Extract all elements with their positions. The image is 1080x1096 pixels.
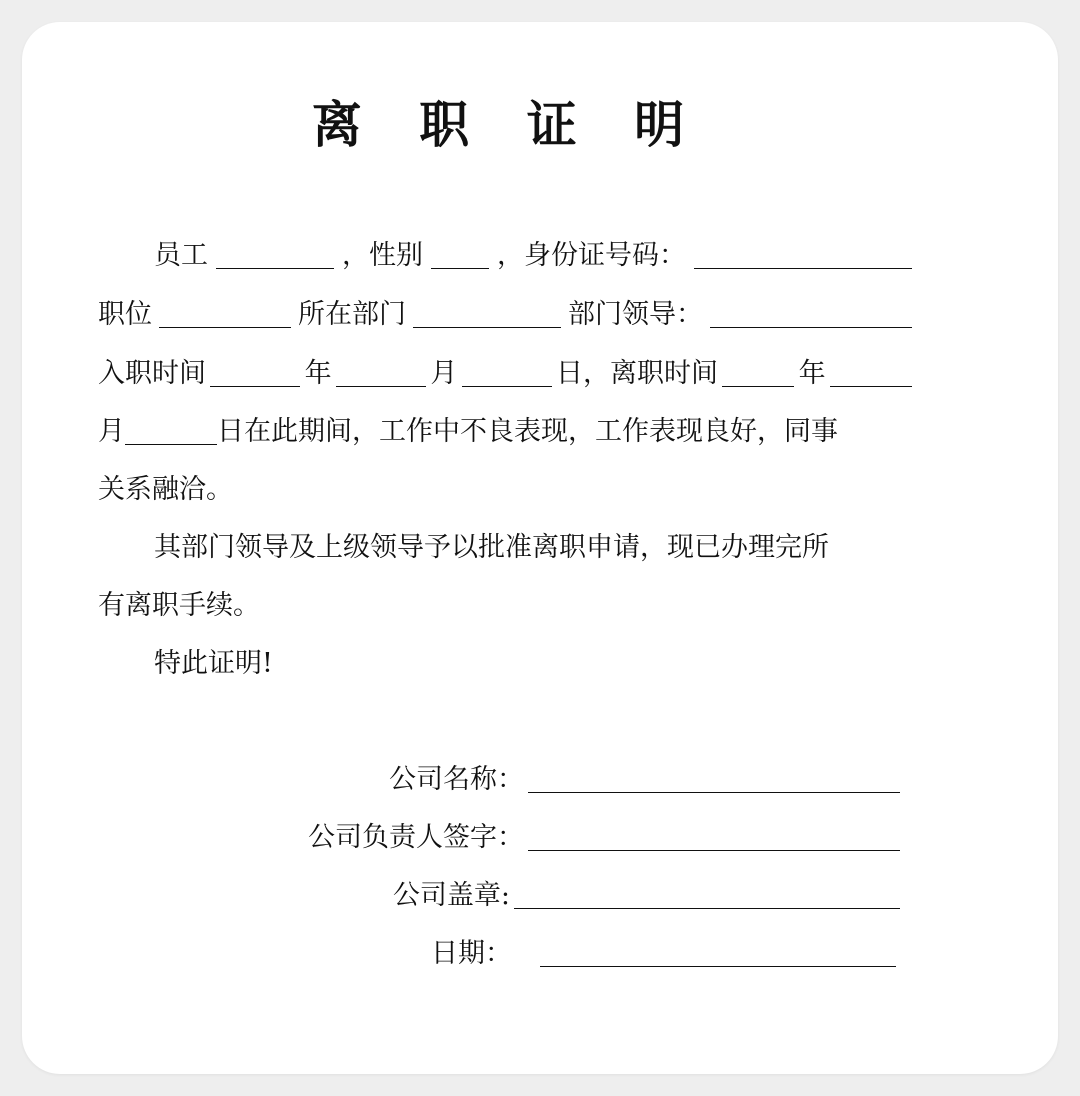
company-name-row bbox=[389, 760, 900, 800]
hire-time-label: 入职时间 bbox=[98, 358, 206, 389]
leader-label: 部门领导： bbox=[568, 299, 703, 330]
company-name-label: 公司名称： bbox=[389, 764, 524, 795]
company-name-blank bbox=[528, 766, 900, 793]
department-label: 所在部门 bbox=[298, 299, 406, 330]
approval-text-2: 有离职手续。 bbox=[98, 590, 260, 621]
gender-label: ，性别 bbox=[342, 240, 423, 271]
position-label: 职位 bbox=[98, 299, 152, 330]
closing-text: 特此证明! bbox=[154, 648, 273, 679]
leave-time-label: 日，离职时间 bbox=[555, 358, 718, 389]
performance-text: 日在此期间，工作中不良表现，工作表现良好，同事 bbox=[217, 416, 838, 447]
leader-blank bbox=[710, 301, 912, 328]
employee-name-blank bbox=[216, 242, 334, 269]
gender-blank bbox=[431, 242, 489, 269]
company-signer-blank bbox=[528, 824, 900, 851]
employment-dates-line bbox=[98, 354, 912, 394]
closing-line bbox=[98, 644, 912, 684]
employee-info-line bbox=[98, 236, 912, 276]
hire-year-label: 年 bbox=[304, 358, 332, 389]
company-seal-label: 公司盖章: bbox=[392, 880, 510, 911]
id-number-blank bbox=[694, 242, 912, 269]
hire-year-blank bbox=[210, 360, 300, 387]
company-seal-row bbox=[393, 876, 900, 916]
id-number-label: ，身份证号码： bbox=[497, 240, 686, 271]
leave-month-label: 月 bbox=[98, 416, 125, 447]
leave-year-label: 年 bbox=[798, 358, 826, 389]
date-label: 日期： bbox=[431, 938, 512, 969]
performance-line bbox=[98, 412, 912, 452]
position-blank bbox=[159, 301, 291, 328]
hire-month-label: 月 bbox=[430, 358, 458, 389]
date-row bbox=[431, 934, 896, 974]
hire-month-blank bbox=[336, 360, 426, 387]
hire-day-blank bbox=[462, 360, 552, 387]
department-blank bbox=[413, 301, 561, 328]
date-blank bbox=[540, 940, 896, 967]
company-seal-blank bbox=[514, 882, 900, 909]
company-signer-label: 公司负责人签字： bbox=[308, 822, 524, 853]
leave-month-blank bbox=[830, 360, 912, 387]
employee-label: 员工 bbox=[154, 240, 208, 271]
document-title: 离 职 证 明 bbox=[311, 95, 705, 154]
approval-text-1: 其部门领导及上级领导予以批准离职申请，现已办理完所 bbox=[154, 532, 829, 563]
company-signer-row bbox=[308, 818, 900, 858]
leave-year-blank bbox=[722, 360, 794, 387]
approval-line-1 bbox=[98, 528, 912, 568]
approval-line-2 bbox=[98, 586, 912, 626]
leave-day-blank bbox=[125, 418, 217, 445]
position-line bbox=[98, 295, 912, 335]
relationship-text: 关系融洽。 bbox=[98, 474, 233, 505]
relationship-line bbox=[98, 470, 912, 510]
